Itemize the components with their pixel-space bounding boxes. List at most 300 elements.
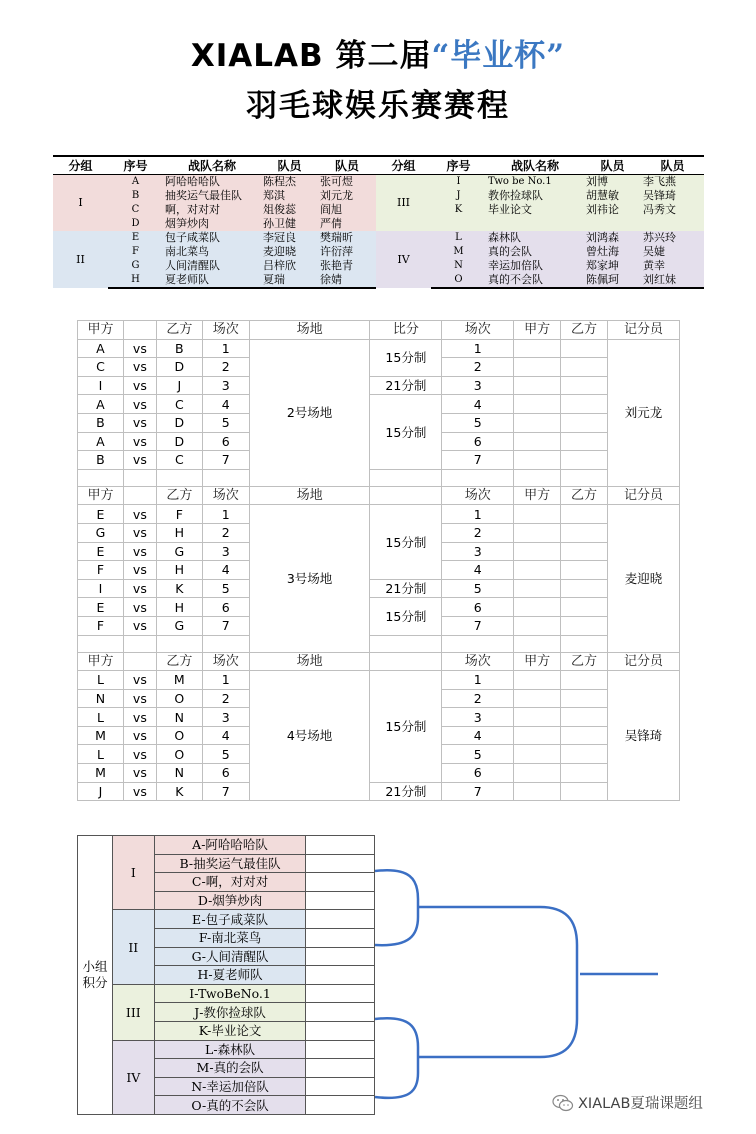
vs-label: vs xyxy=(123,579,156,598)
team-member: 苏兴玲 xyxy=(641,231,704,245)
team-name: 真的不会队 xyxy=(486,273,584,288)
score-b-cell xyxy=(561,764,608,783)
schedule-header-cell: 乙方 xyxy=(561,486,608,505)
team-member: 郑家坤 xyxy=(584,259,641,273)
scorer-cell: 吴锋琦 xyxy=(608,671,680,801)
points-label: 小组积分 xyxy=(78,836,113,1115)
team-member: 孙卫健 xyxy=(261,217,318,231)
points-row xyxy=(78,1040,375,1059)
match-row xyxy=(78,376,680,395)
blank-cell xyxy=(442,635,514,652)
bracket-lower xyxy=(418,973,577,1057)
schedule-header-cell: 甲方 xyxy=(78,652,124,671)
vs-label: vs xyxy=(123,671,156,690)
teams-header-cell: 分组 xyxy=(53,156,108,175)
team-member: 严倩 xyxy=(318,217,376,231)
match-number: 4 xyxy=(202,726,249,745)
match-number: 4 xyxy=(202,561,249,580)
team-name: 阿哈哈哈队 xyxy=(163,175,261,190)
format-cell: 15分制 xyxy=(370,339,442,376)
match-number: 3 xyxy=(202,542,249,561)
team-code: N xyxy=(431,259,486,273)
team-b: G xyxy=(156,616,202,635)
match-number: 7 xyxy=(442,782,514,801)
points-team: H-夏老师队 xyxy=(154,966,306,985)
watermark-text: XIALAB夏瑞课题组 xyxy=(578,1096,703,1112)
team-member: 陈程杰 xyxy=(261,175,318,190)
vs-label: vs xyxy=(123,432,156,451)
team-a: L xyxy=(78,745,124,764)
blank-cell xyxy=(78,635,124,652)
team-name: 人间清醒队 xyxy=(163,259,261,273)
score-b-cell xyxy=(561,745,608,764)
score-b-cell xyxy=(561,505,608,524)
vs-label: vs xyxy=(123,726,156,745)
points-score-cell xyxy=(306,984,375,1003)
teams-header-cell: 队员 xyxy=(318,156,376,175)
team-b: H xyxy=(156,523,202,542)
score-b-cell xyxy=(561,339,608,358)
score-a-cell xyxy=(514,616,561,635)
team-a: M xyxy=(78,726,124,745)
team-code: D xyxy=(108,217,163,231)
points-row xyxy=(78,910,375,929)
format-cell: 21分制 xyxy=(370,782,442,801)
score-a-cell xyxy=(514,542,561,561)
team-name: 抽奖运气最佳队 xyxy=(163,189,261,203)
score-a-cell xyxy=(514,726,561,745)
vs-label: vs xyxy=(123,598,156,617)
team-b: K xyxy=(156,579,202,598)
group-points-table xyxy=(77,835,375,1115)
team-member: 胡慧敏 xyxy=(584,189,641,203)
match-number: 5 xyxy=(442,413,514,432)
points-team: J-教你捡球队 xyxy=(154,1003,306,1022)
teams-header-cell: 队员 xyxy=(261,156,318,175)
team-b: O xyxy=(156,745,202,764)
team-b: J xyxy=(156,376,202,395)
team-code xyxy=(431,217,486,231)
match-number: 1 xyxy=(442,505,514,524)
match-row xyxy=(78,505,680,524)
match-number: 5 xyxy=(442,745,514,764)
team-code: M xyxy=(431,245,486,259)
team-a: A xyxy=(78,432,124,451)
match-number: 3 xyxy=(202,376,249,395)
team-b: B xyxy=(156,339,202,358)
points-score-cell xyxy=(306,836,375,855)
vs-label: vs xyxy=(123,395,156,414)
score-a-cell xyxy=(514,523,561,542)
blank-cell xyxy=(370,469,442,486)
team-a: G xyxy=(78,523,124,542)
schedule-header-cell xyxy=(123,486,156,505)
score-b-cell xyxy=(561,561,608,580)
match-number: 7 xyxy=(202,616,249,635)
match-number: 2 xyxy=(442,689,514,708)
match-number: 7 xyxy=(202,782,249,801)
match-number: 1 xyxy=(442,339,514,358)
teams-table xyxy=(53,155,704,289)
score-a-cell xyxy=(514,358,561,377)
score-b-cell xyxy=(561,616,608,635)
team-b: O xyxy=(156,726,202,745)
vs-label: vs xyxy=(123,616,156,635)
teams-header-cell: 序号 xyxy=(108,156,163,175)
team-code: L xyxy=(431,231,486,245)
points-score-cell xyxy=(306,1096,375,1115)
schedule-header-cell: 场次 xyxy=(202,486,249,505)
points-team: K-毕业论文 xyxy=(154,1021,306,1040)
points-score-cell xyxy=(306,910,375,929)
team-code: E xyxy=(108,231,163,245)
venue-cell: 3号场地 xyxy=(249,505,370,652)
team-b: N xyxy=(156,764,202,783)
schedule-header-cell: 场地 xyxy=(249,652,370,671)
match-number: 3 xyxy=(442,376,514,395)
team-a: N xyxy=(78,689,124,708)
teams-row xyxy=(53,175,704,190)
match-row xyxy=(78,395,680,414)
points-team: A-阿哈哈哈队 xyxy=(154,836,306,855)
match-number: 6 xyxy=(202,598,249,617)
score-b-cell xyxy=(561,432,608,451)
match-number: 4 xyxy=(442,561,514,580)
schedule-header-cell xyxy=(370,486,442,505)
score-b-cell xyxy=(561,542,608,561)
team-code: A xyxy=(108,175,163,190)
schedule-header-cell: 甲方 xyxy=(514,321,561,340)
team-a: J xyxy=(78,782,124,801)
team-member: 樊瑞昕 xyxy=(318,231,376,245)
points-team: O-真的不会队 xyxy=(154,1096,306,1115)
team-member: 吕梓欣 xyxy=(261,259,318,273)
match-number: 2 xyxy=(202,358,249,377)
match-number: 6 xyxy=(442,598,514,617)
score-a-cell xyxy=(514,579,561,598)
points-group: IV xyxy=(112,1040,154,1114)
match-number: 4 xyxy=(202,395,249,414)
team-member: 黄幸 xyxy=(641,259,704,273)
match-number: 5 xyxy=(202,745,249,764)
wechat-icon xyxy=(552,1094,574,1112)
points-score-cell xyxy=(306,928,375,947)
score-a-cell xyxy=(514,395,561,414)
score-b-cell xyxy=(561,782,608,801)
vs-label: vs xyxy=(123,523,156,542)
schedule-header-cell: 记分员 xyxy=(608,321,680,340)
team-b: H xyxy=(156,598,202,617)
team-name: 真的会队 xyxy=(486,245,584,259)
watermark xyxy=(552,1092,703,1113)
bracket-semi-2 xyxy=(375,1018,418,1098)
match-number: 5 xyxy=(202,579,249,598)
score-a-cell xyxy=(514,689,561,708)
schedule-header-cell: 场次 xyxy=(202,652,249,671)
team-member: 夏瑞 xyxy=(261,273,318,288)
match-row xyxy=(78,339,680,358)
score-a-cell xyxy=(514,339,561,358)
blank-cell xyxy=(202,635,249,652)
schedule-header-cell: 记分员 xyxy=(608,652,680,671)
match-number: 5 xyxy=(202,413,249,432)
vs-label: vs xyxy=(123,376,156,395)
points-score-cell xyxy=(306,1003,375,1022)
blank-cell xyxy=(202,469,249,486)
schedule-header-cell xyxy=(123,652,156,671)
title-cup: “毕业杯” xyxy=(431,38,566,74)
vs-label: vs xyxy=(123,358,156,377)
blank-cell xyxy=(123,635,156,652)
schedule-header-cell: 比分 xyxy=(370,321,442,340)
points-score-cell xyxy=(306,1040,375,1059)
team-a: E xyxy=(78,598,124,617)
team-member: 郑淇 xyxy=(261,189,318,203)
schedule-header-cell: 乙方 xyxy=(561,652,608,671)
team-code: G xyxy=(108,259,163,273)
match-number: 5 xyxy=(442,579,514,598)
match-number: 2 xyxy=(442,358,514,377)
score-a-cell xyxy=(514,708,561,727)
score-a-cell xyxy=(514,432,561,451)
schedule-header-cell: 场次 xyxy=(442,321,514,340)
match-row xyxy=(78,671,680,690)
team-code: J xyxy=(431,189,486,203)
team-name: 教你捡球队 xyxy=(486,189,584,203)
team-member: 李飞燕 xyxy=(641,175,704,190)
schedule-header-cell: 场次 xyxy=(202,321,249,340)
blank-cell xyxy=(156,469,202,486)
schedule-header-cell: 乙方 xyxy=(156,486,202,505)
team-code: I xyxy=(431,175,486,190)
team-name: 毕业论文 xyxy=(486,203,584,217)
bracket-upper xyxy=(418,907,577,973)
team-a: B xyxy=(78,413,124,432)
schedule-spacer-row xyxy=(78,635,680,652)
schedule-header-cell: 甲方 xyxy=(514,486,561,505)
match-number: 7 xyxy=(442,616,514,635)
score-b-cell xyxy=(561,376,608,395)
team-b: C xyxy=(156,451,202,470)
points-team: L-森林队 xyxy=(154,1040,306,1059)
score-b-cell xyxy=(561,726,608,745)
schedule-header-cell: 乙方 xyxy=(156,321,202,340)
points-team: G-人间清醒队 xyxy=(154,947,306,966)
match-number: 6 xyxy=(202,432,249,451)
team-b: K xyxy=(156,782,202,801)
points-team: C-啊，对对对 xyxy=(154,873,306,892)
score-b-cell xyxy=(561,708,608,727)
points-score-cell xyxy=(306,947,375,966)
format-cell: 15分制 xyxy=(370,671,442,783)
team-member: 刘鸿森 xyxy=(584,231,641,245)
score-b-cell xyxy=(561,689,608,708)
page-title xyxy=(0,30,756,75)
vs-label: vs xyxy=(123,782,156,801)
format-cell: 15分制 xyxy=(370,598,442,635)
teams-header-cell: 战队名称 xyxy=(163,156,261,175)
team-member: 刘祎论 xyxy=(584,203,641,217)
points-row xyxy=(78,984,375,1003)
match-number: 1 xyxy=(442,671,514,690)
blank-cell xyxy=(514,469,561,486)
bracket-lines xyxy=(375,870,658,1098)
points-group: I xyxy=(112,836,154,910)
team-b: M xyxy=(156,671,202,690)
page-subtitle: 羽毛球娱乐赛赛程 xyxy=(246,88,510,124)
match-number: 7 xyxy=(442,451,514,470)
schedule-header-cell xyxy=(123,321,156,340)
blank-cell xyxy=(370,635,442,652)
team-name: 夏老师队 xyxy=(163,273,261,288)
schedule-header-cell: 甲方 xyxy=(78,321,124,340)
team-member: 麦迎晓 xyxy=(261,245,318,259)
team-name: 烟笋炒肉 xyxy=(163,217,261,231)
schedule-header-cell: 记分员 xyxy=(608,486,680,505)
schedule-header-row xyxy=(78,321,680,340)
scorer-cell: 麦迎晓 xyxy=(608,505,680,652)
team-a: C xyxy=(78,358,124,377)
schedule-header-cell: 场次 xyxy=(442,652,514,671)
vs-label: vs xyxy=(123,708,156,727)
team-name xyxy=(486,217,584,231)
team-member: 刘博 xyxy=(584,175,641,190)
team-b: O xyxy=(156,689,202,708)
points-team: I-TwoBeNo.1 xyxy=(154,984,306,1003)
schedule-table xyxy=(77,320,680,801)
scorer-cell: 刘元龙 xyxy=(608,339,680,486)
team-member: 曾灶海 xyxy=(584,245,641,259)
schedule-header-cell: 甲方 xyxy=(78,486,124,505)
team-member xyxy=(584,217,641,231)
team-member: 陈佩珂 xyxy=(584,273,641,288)
schedule-header-cell xyxy=(370,652,442,671)
match-number: 6 xyxy=(202,764,249,783)
team-a: L xyxy=(78,671,124,690)
match-number: 1 xyxy=(202,339,249,358)
team-b: G xyxy=(156,542,202,561)
blank-cell xyxy=(78,469,124,486)
vs-label: vs xyxy=(123,764,156,783)
match-number: 6 xyxy=(442,764,514,783)
team-member: 冯秀文 xyxy=(641,203,704,217)
points-team: F-南北菜鸟 xyxy=(154,928,306,947)
bracket-semi-1 xyxy=(375,870,418,945)
schedule-header-row xyxy=(78,486,680,505)
score-a-cell xyxy=(514,505,561,524)
venue-cell: 2号场地 xyxy=(249,339,370,486)
team-code: C xyxy=(108,203,163,217)
team-b: H xyxy=(156,561,202,580)
score-a-cell xyxy=(514,671,561,690)
team-code: O xyxy=(431,273,486,288)
team-member: 张艳青 xyxy=(318,259,376,273)
vs-label: vs xyxy=(123,413,156,432)
team-a: F xyxy=(78,561,124,580)
teams-row xyxy=(53,231,704,245)
team-a: A xyxy=(78,395,124,414)
points-score-cell xyxy=(306,854,375,873)
score-a-cell xyxy=(514,451,561,470)
team-code: K xyxy=(431,203,486,217)
vs-label: vs xyxy=(123,561,156,580)
teams-header-cell: 序号 xyxy=(431,156,486,175)
match-number: 3 xyxy=(442,542,514,561)
match-number: 2 xyxy=(202,689,249,708)
teams-header-cell: 队员 xyxy=(584,156,641,175)
match-number: 4 xyxy=(442,726,514,745)
points-team: N-幸运加倍队 xyxy=(154,1077,306,1096)
match-row xyxy=(78,782,680,801)
blank-cell xyxy=(514,635,561,652)
match-number: 2 xyxy=(442,523,514,542)
points-team: M-真的会队 xyxy=(154,1059,306,1078)
format-cell: 15分制 xyxy=(370,395,442,469)
group-cell: III xyxy=(376,175,431,232)
match-row xyxy=(78,579,680,598)
team-member: 吴婕 xyxy=(641,245,704,259)
team-code: F xyxy=(108,245,163,259)
team-b: F xyxy=(156,505,202,524)
score-b-cell xyxy=(561,395,608,414)
schedule-header-row xyxy=(78,652,680,671)
schedule-header-cell: 场地 xyxy=(249,486,370,505)
points-group: III xyxy=(112,984,154,1040)
points-score-cell xyxy=(306,1021,375,1040)
team-member: 张可煜 xyxy=(318,175,376,190)
teams-header-cell: 分组 xyxy=(376,156,431,175)
score-b-cell xyxy=(561,523,608,542)
match-row xyxy=(78,598,680,617)
score-b-cell xyxy=(561,451,608,470)
vs-label: vs xyxy=(123,505,156,524)
points-score-cell xyxy=(306,966,375,985)
team-a: E xyxy=(78,542,124,561)
vs-label: vs xyxy=(123,745,156,764)
team-name: Two be No.1 xyxy=(486,175,584,190)
points-team: B-抽奖运气最佳队 xyxy=(154,854,306,873)
team-a: L xyxy=(78,708,124,727)
match-number: 6 xyxy=(442,432,514,451)
vs-label: vs xyxy=(123,689,156,708)
score-a-cell xyxy=(514,598,561,617)
team-b: D xyxy=(156,358,202,377)
team-b: D xyxy=(156,432,202,451)
blank-cell xyxy=(156,635,202,652)
schedule-header-cell: 场地 xyxy=(249,321,370,340)
score-a-cell xyxy=(514,745,561,764)
blank-cell xyxy=(561,469,608,486)
points-score-cell xyxy=(306,873,375,892)
teams-header-cell: 战队名称 xyxy=(486,156,584,175)
team-member: 李冠良 xyxy=(261,231,318,245)
match-number: 1 xyxy=(202,671,249,690)
group-cell: IV xyxy=(376,231,431,288)
points-score-cell xyxy=(306,891,375,910)
team-name: 森林队 xyxy=(486,231,584,245)
team-a: I xyxy=(78,376,124,395)
team-a: B xyxy=(78,451,124,470)
team-member xyxy=(641,217,704,231)
knockout-bracket xyxy=(370,835,670,1120)
team-member: 阎旭 xyxy=(318,203,376,217)
match-number: 7 xyxy=(202,451,249,470)
team-code: H xyxy=(108,273,163,288)
schedule-spacer-row xyxy=(78,469,680,486)
team-member: 刘红妹 xyxy=(641,273,704,288)
points-row xyxy=(78,836,375,855)
team-b: C xyxy=(156,395,202,414)
